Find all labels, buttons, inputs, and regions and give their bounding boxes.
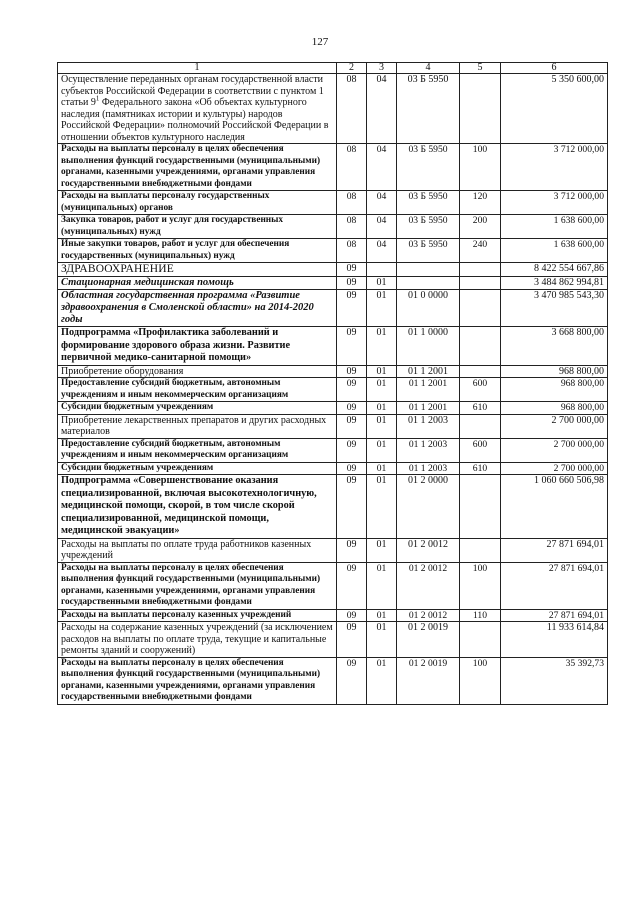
table-row xyxy=(58,562,608,609)
table-row xyxy=(58,462,608,475)
target-article-cell: 01 2 0019 xyxy=(397,622,460,658)
subsection-code-cell: 01 xyxy=(367,438,397,462)
table-body xyxy=(58,74,608,705)
amount-cell: 2 700 000,00 xyxy=(501,462,608,475)
subsection-code-cell: 01 xyxy=(367,277,397,290)
amount-cell: 27 871 694,01 xyxy=(501,538,608,562)
row-name-cell: Предоставление субсидий бюджетным, автономным учреждениям и иным некоммерческим организациям xyxy=(58,438,337,462)
target-article-cell: 01 1 2001 xyxy=(397,378,460,402)
expense-type-cell: 100 xyxy=(460,657,501,704)
row-name-cell: Расходы на выплаты по оплате труда работников казенных учреждений xyxy=(58,538,337,562)
amount-cell: 5 350 600,00 xyxy=(501,74,608,144)
amount-cell: 2 700 000,00 xyxy=(501,438,608,462)
subsection-code-cell: 01 xyxy=(367,562,397,609)
target-article-cell xyxy=(397,277,460,290)
section-code-cell: 09 xyxy=(337,290,367,327)
expense-type-cell: 600 xyxy=(460,378,501,402)
section-code-cell: 08 xyxy=(337,74,367,144)
section-code-cell: 09 xyxy=(337,327,367,366)
subsection-code-cell: 01 xyxy=(367,475,397,539)
target-article-cell: 01 1 2001 xyxy=(397,402,460,415)
expense-type-cell: 200 xyxy=(460,215,501,239)
section-code-cell: 09 xyxy=(337,414,367,438)
row-name-cell: Подпрограмма «Совершенствование оказания специализированной, включая высокотехнологичную, медицинской помощи, скорой, в том числе скорой специализированной, медицинской помощи, медицинской эвакуации» xyxy=(58,475,337,539)
subsection-code-cell: 01 xyxy=(367,657,397,704)
row-name-cell: Расходы на выплаты персоналу в целях обеспечения выполнения функций государственными (муниципальными) органами, казенными учреждениями, органами управления государственными внебюджетными фондами xyxy=(58,657,337,704)
target-article-cell xyxy=(397,263,460,277)
row-name-cell: Закупка товаров, работ и услуг для государственных (муниципальных) нужд xyxy=(58,215,337,239)
subsection-code-cell: 01 xyxy=(367,609,397,622)
section-code-cell: 09 xyxy=(337,562,367,609)
amount-cell: 3 470 985 543,30 xyxy=(501,290,608,327)
table-row xyxy=(58,263,608,277)
section-code-cell: 09 xyxy=(337,277,367,290)
row-name-cell: Расходы на выплаты персоналу государственных (муниципальных) органов xyxy=(58,191,337,215)
section-code-cell: 09 xyxy=(337,657,367,704)
target-article-cell: 01 2 0012 xyxy=(397,609,460,622)
row-name-cell: Подпрограмма «Профилактика заболеваний и формирование здорового образа жизни. Развитие первичной медико-санитарной помощи» xyxy=(58,327,337,366)
section-code-cell: 09 xyxy=(337,622,367,658)
table-row xyxy=(58,191,608,215)
expense-type-cell: 100 xyxy=(460,144,501,191)
subsection-code-cell: 01 xyxy=(367,327,397,366)
expense-type-cell xyxy=(460,74,501,144)
column-header: 2 xyxy=(337,63,367,74)
column-header: 3 xyxy=(367,63,397,74)
expense-type-cell xyxy=(460,622,501,658)
section-code-cell: 09 xyxy=(337,365,367,378)
subsection-code-cell: 01 xyxy=(367,402,397,415)
section-code-cell: 08 xyxy=(337,144,367,191)
subsection-code-cell: 01 xyxy=(367,414,397,438)
table-row xyxy=(58,609,608,622)
table-row xyxy=(58,538,608,562)
subsection-code-cell: 04 xyxy=(367,239,397,263)
target-article-cell: 01 2 0000 xyxy=(397,475,460,539)
section-code-cell: 08 xyxy=(337,191,367,215)
expense-type-cell: 610 xyxy=(460,402,501,415)
expense-type-cell: 240 xyxy=(460,239,501,263)
table-row xyxy=(58,378,608,402)
page-number: 127 xyxy=(311,36,329,48)
expense-type-cell xyxy=(460,475,501,539)
target-article-cell: 03 Б 5950 xyxy=(397,215,460,239)
table-row xyxy=(58,277,608,290)
amount-cell: 8 422 554 667,86 xyxy=(501,263,608,277)
expense-type-cell xyxy=(460,327,501,366)
target-article-cell: 01 2 0012 xyxy=(397,562,460,609)
section-code-cell: 08 xyxy=(337,215,367,239)
table-row xyxy=(58,215,608,239)
target-article-cell: 01 2 0019 xyxy=(397,657,460,704)
table-row xyxy=(58,414,608,438)
target-article-cell: 01 0 0000 xyxy=(397,290,460,327)
section-code-cell: 09 xyxy=(337,438,367,462)
amount-cell: 1 060 660 506,98 xyxy=(501,475,608,539)
expense-type-cell: 600 xyxy=(460,438,501,462)
table-row xyxy=(58,239,608,263)
section-code-cell: 09 xyxy=(337,378,367,402)
expense-type-cell: 110 xyxy=(460,609,501,622)
row-name-cell: Расходы на выплаты персоналу казенных учреждений xyxy=(58,609,337,622)
expense-type-cell xyxy=(460,290,501,327)
subsection-code-cell xyxy=(367,263,397,277)
row-name-cell: Расходы на выплаты персоналу в целях обеспечения выполнения функций государственными (муниципальными) органами, казенными учреждениями, органами управления государственными внебюджетными фондами xyxy=(58,562,337,609)
expense-type-cell xyxy=(460,365,501,378)
target-article-cell: 01 2 0012 xyxy=(397,538,460,562)
row-name-cell: Расходы на выплаты персоналу в целях обеспечения выполнения функций государственными (муниципальными) органами, казенными учреждениями, органами управления государственными внебюджетными фондами xyxy=(58,144,337,191)
target-article-cell: 03 Б 5950 xyxy=(397,144,460,191)
amount-cell: 1 638 600,00 xyxy=(501,215,608,239)
section-code-cell: 09 xyxy=(337,475,367,539)
amount-cell: 968 800,00 xyxy=(501,402,608,415)
table-header-row xyxy=(58,63,608,74)
table-row xyxy=(58,402,608,415)
section-code-cell: 09 xyxy=(337,462,367,475)
subsection-code-cell: 04 xyxy=(367,144,397,191)
section-code-cell: 09 xyxy=(337,263,367,277)
table-row xyxy=(58,657,608,704)
subsection-code-cell: 01 xyxy=(367,622,397,658)
target-article-cell: 03 Б 5950 xyxy=(397,191,460,215)
expense-type-cell xyxy=(460,277,501,290)
target-article-cell: 01 1 2003 xyxy=(397,438,460,462)
target-article-cell: 01 1 2003 xyxy=(397,462,460,475)
target-article-cell: 01 1 2003 xyxy=(397,414,460,438)
table-row xyxy=(58,365,608,378)
target-article-cell: 01 1 0000 xyxy=(397,327,460,366)
column-header: 1 xyxy=(58,63,337,74)
row-name-cell: Приобретение оборудования xyxy=(58,365,337,378)
table-row xyxy=(58,74,608,144)
section-code-cell: 09 xyxy=(337,538,367,562)
expense-type-cell: 100 xyxy=(460,562,501,609)
row-name-cell: Предоставление субсидий бюджетным, автономным учреждениям и иным некоммерческим организациям xyxy=(58,378,337,402)
expense-type-cell xyxy=(460,538,501,562)
row-name-cell: Областная государственная программа «Развитие здравоохранения в Смоленской области» на 2014-2020 годы xyxy=(58,290,337,327)
budget-table xyxy=(57,62,608,705)
row-name-cell: Осуществление переданных органам государственной власти субъектов Российской Федерации в соответствии с пунктом 1 статьи $9^1$ Федерального закона «Об объектах культурного наследия (памятниках истории и культуры) народов Российской Федерации» полномочий Российской Федерации в отношении объектов культурного наследия xyxy=(58,74,337,144)
column-header: 6 xyxy=(501,63,608,74)
target-article-cell: 03 Б 5950 xyxy=(397,74,460,144)
section-code-cell: 08 xyxy=(337,239,367,263)
amount-cell: 3 484 862 994,81 xyxy=(501,277,608,290)
subsection-code-cell: 04 xyxy=(367,74,397,144)
amount-cell: 2 700 000,00 xyxy=(501,414,608,438)
table-row xyxy=(58,290,608,327)
expense-type-cell: 610 xyxy=(460,462,501,475)
column-header: 5 xyxy=(460,63,501,74)
row-name-cell: Субсидии бюджетным учреждениям xyxy=(58,402,337,415)
table-row xyxy=(58,475,608,539)
expense-type-cell xyxy=(460,414,501,438)
subsection-code-cell: 01 xyxy=(367,538,397,562)
amount-cell: 27 871 694,01 xyxy=(501,609,608,622)
amount-cell: 3 712 000,00 xyxy=(501,191,608,215)
row-name-cell: Расходы на содержание казенных учреждений (за исключением расходов на выплаты по оплате труда, текущие и капитальные ремонты зданий и сооружений) xyxy=(58,622,337,658)
table-row xyxy=(58,438,608,462)
row-name-cell: Субсидии бюджетным учреждениям xyxy=(58,462,337,475)
target-article-cell: 03 Б 5950 xyxy=(397,239,460,263)
subsection-code-cell: 04 xyxy=(367,215,397,239)
row-name-cell: Иные закупки товаров, работ и услуг для обеспечения государственных (муниципальных) нужд xyxy=(58,239,337,263)
amount-cell: 968 800,00 xyxy=(501,365,608,378)
table-row xyxy=(58,327,608,366)
amount-cell: 35 392,73 xyxy=(501,657,608,704)
row-name-cell: Стационарная медицинская помощь xyxy=(58,277,337,290)
column-header: 4 xyxy=(397,63,460,74)
amount-cell: 11 933 614,84 xyxy=(501,622,608,658)
subsection-code-cell: 01 xyxy=(367,462,397,475)
amount-cell: 968 800,00 xyxy=(501,378,608,402)
expense-type-cell: 120 xyxy=(460,191,501,215)
section-code-cell: 09 xyxy=(337,609,367,622)
expense-type-cell xyxy=(460,263,501,277)
subsection-code-cell: 01 xyxy=(367,290,397,327)
section-code-cell: 09 xyxy=(337,402,367,415)
subsection-code-cell: 01 xyxy=(367,365,397,378)
amount-cell: 27 871 694,01 xyxy=(501,562,608,609)
table-row xyxy=(58,144,608,191)
table-row xyxy=(58,622,608,658)
subsection-code-cell: 04 xyxy=(367,191,397,215)
row-name-cell: ЗДРАВООХРАНЕНИЕ xyxy=(58,263,337,277)
row-name-cell: Приобретение лекарственных препаратов и других расходных материалов xyxy=(58,414,337,438)
amount-cell: 1 638 600,00 xyxy=(501,239,608,263)
target-article-cell: 01 1 2001 xyxy=(397,365,460,378)
amount-cell: 3 712 000,00 xyxy=(501,144,608,191)
amount-cell: 3 668 800,00 xyxy=(501,327,608,366)
subsection-code-cell: 01 xyxy=(367,378,397,402)
